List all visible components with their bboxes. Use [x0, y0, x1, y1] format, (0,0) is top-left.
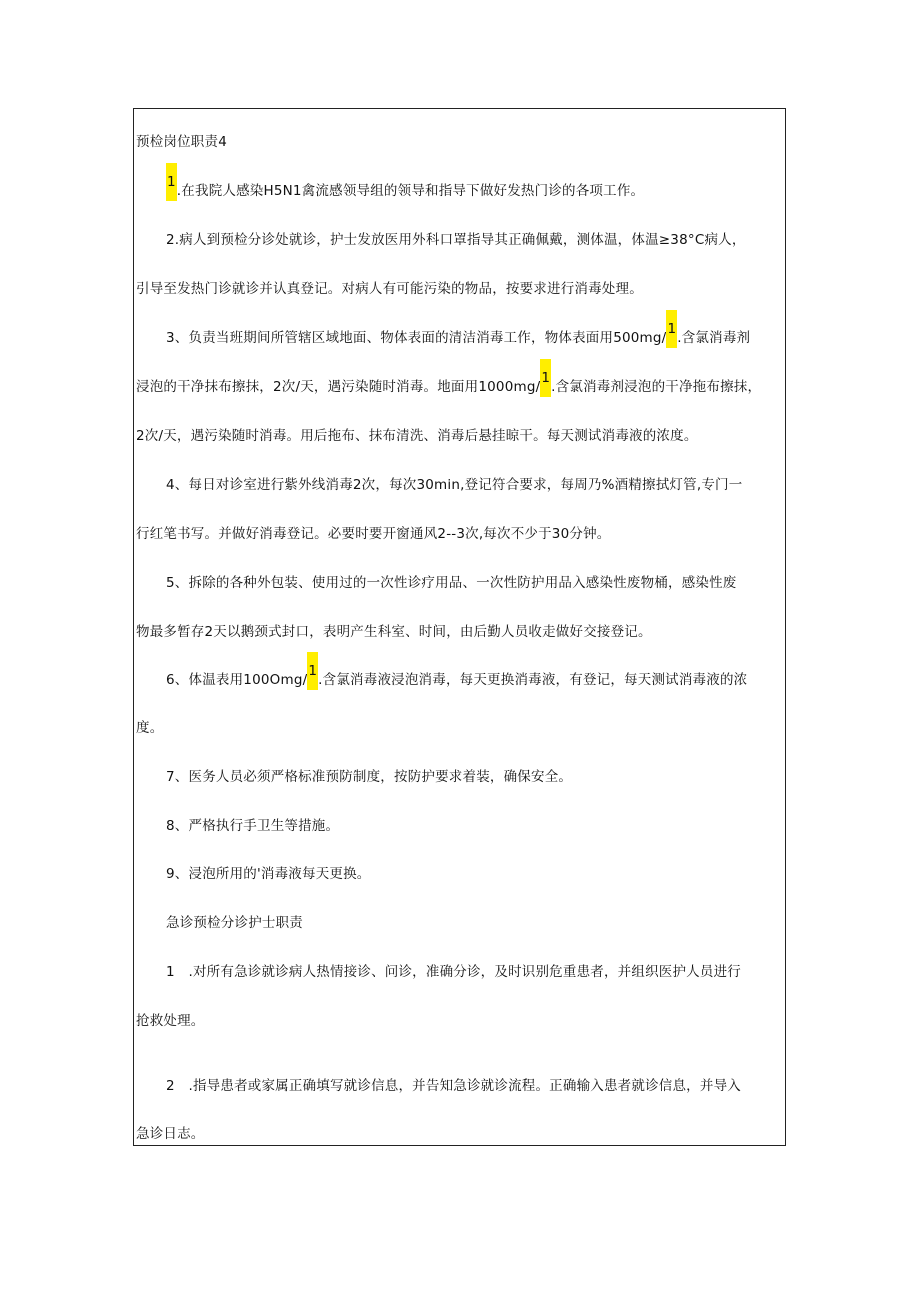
- para-2-line-1: 2.病人到预检分诊处就诊，护士发放医用外科口罩指导其正确佩戴，测体温，体温≥38°C病人，: [166, 232, 746, 248]
- para-5-line-1: 5、拆除的各种外包装、使用过的一次性诊疗用品、一次性防护用品入感染性废物桶，感染性废: [166, 575, 737, 591]
- q-para-2-line-2: 急诊日志。: [136, 1126, 205, 1142]
- doc-title: 预检岗位职责4: [136, 134, 227, 150]
- para-4-line-1: 4、每日对诊室进行紫外线消毒2次，每次30min,登记符合要求，每周乃%酒精擦拭灯管,专门一: [166, 477, 743, 493]
- para-3-text-b: .含氯消毒剂: [677, 330, 751, 346]
- para-1: [166, 174, 784, 201]
- para-6-text-b: .含氯消毒液浸泡消毒，每天更换消毒液，有登记，每天测试消毒液的浓: [318, 672, 748, 688]
- para-7: 7、医务人员必须严格标准预防制度，按防护要求着装，确保安全。: [166, 769, 573, 785]
- para-6-text-a: 6、体温表用100Omg/: [166, 672, 308, 688]
- para-6-line-2: 度。: [136, 720, 164, 736]
- para-3-line-3: 2次/天，遇污染随时消毒。用后拖布、抹布清洗、消毒后悬挂晾干。每天测试消毒液的浓度。: [136, 428, 698, 444]
- highlight-mark: 1: [307, 652, 318, 690]
- q-para-1-line-1: 1 .对所有急诊就诊病人热情接诊、问诊，准确分诊，及时识别危重患者，并组织医护人员进行: [166, 964, 741, 980]
- q-para-1-line-2: 抢救处理。: [136, 1013, 205, 1029]
- para-3-text-d: .含氯消毒剂浸泡的干净拖布擦抹，: [551, 379, 762, 395]
- para-3-text-a: 3、负责当班期间所管辖区域地面、物体表面的清洁消毒工作，物体表面用500mg/: [166, 330, 667, 346]
- para-4-line-2: 行红笔书写。并做好消毒登记。必要时要开窗通风2--3次,每次不少于30分钟。: [136, 526, 611, 542]
- para-3-line-1: [166, 321, 784, 348]
- para-3-line-2: [136, 370, 784, 397]
- highlight-mark: 1: [166, 163, 177, 201]
- highlight-mark: 1: [540, 359, 551, 397]
- section-2-heading: 急诊预检分诊护士职责: [166, 915, 303, 931]
- para-1-text: .在我院人感染H5N1禽流感领导组的领导和指导下做好发热门诊的各项工作。: [176, 183, 645, 199]
- para-9: 9、浸泡所用的'消毒液每天更换。: [166, 866, 371, 882]
- highlight-mark: 1: [666, 310, 677, 348]
- para-6-line-1: [166, 663, 784, 690]
- para-2-line-2: 引导至发热门诊就诊并认真登记。对病人有可能污染的物品，按要求进行消毒处理。: [136, 281, 643, 297]
- para-3-text-c: 浸泡的干净抹布擦抹，2次/天，遇污染随时消毒。地面用1000mg/: [136, 379, 541, 395]
- para-8: 8、严格执行手卫生等措施。: [166, 818, 340, 834]
- q-para-2-line-1: 2 .指导患者或家属正确填写就诊信息，并告知急诊就诊流程。正确输入患者就诊信息，并导入: [166, 1078, 741, 1094]
- para-5-line-2: 物最多暂存2天以鹅颈式封口，表明产生科室、时间，由后勤人员收走做好交接登记。: [136, 624, 652, 640]
